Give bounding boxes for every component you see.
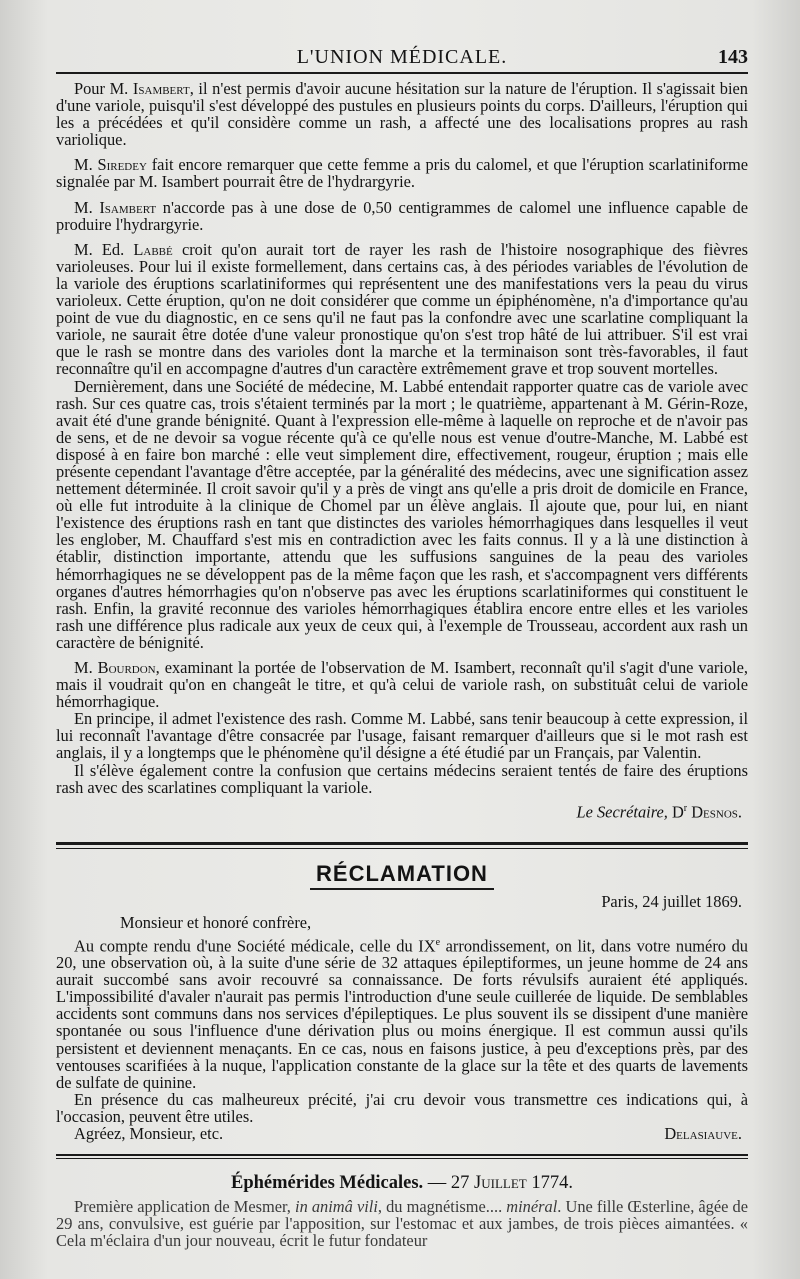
reclamation-heading	[56, 861, 748, 887]
ephemerides-text	[56, 1198, 748, 1249]
section-divider	[56, 842, 748, 849]
ephemerides-month: Juillet	[474, 1173, 527, 1194]
letter-signer: Delasiauve.	[664, 1124, 742, 1143]
secretary-signature	[56, 800, 742, 821]
speaker-name: Siredey	[97, 155, 147, 175]
paragraph-bourdon-principle: En principe, il admet l'existence des rash. Comme M. Labbé, sans tenir beaucoup à cette expression, il lui reconnaît l'avantage d'être consacrée par l'usage, faisant remarquer d'ailleurs que si le mot rash est anglais, il y a longtemps que le phénomène qu'il désigne a été étudié par un Français, par Valentin.	[56, 709, 748, 763]
letter-salutation: Monsieur et honoré confrère,	[120, 913, 312, 933]
signature-name: Desnos.	[687, 802, 742, 822]
paragraph-labbe-continued: Dernièrement, dans une Société de médecine, M. Labbé entendait rapporter quatre cas de variole avec rash. Sur ces quatre cas, trois s'étaient terminés par la mort ; le quatrième, appartenant à M. Gérin-Roze, avait été d'une grande bénignité. Quant à l'expression elle-même à laquelle on reproche et de n'avoir pas de sens, et de ne devoir sa vogue récente qu'à ce qu'elle nous est venue d'outre-Manche, M. Labbé est disposé à en faire bon marché : elle veut simplement dire, effectivement, rougeur, éruption ; mais elle présente cependant l'avantage d'être acceptée, par la généralité des médecins, avec une signification assez nettement déterminée. Il croit savoir qu'il y a près de vingt ans qu'elle a pris droit de domicile en France, où elle fut introduite à la clinique de Chomel par un élève anglais. Il ajoute que, pour lui, en niant l'existence des éruptions rash en tant que distinctes des varioles hémorrhagiques dans lesquelles il veut les englober, M. Chauffard s'est mis en contradiction avec les faits connus. Il y a là une distinction à établir, distinction importante, attendu que les suffusions sanguines de la peau des varioles hémorrhagiques ne se développent pas de la même façon que les rash, et s'accompagnent vers différents organes d'autres hémorrhagies qu'on n'observe pas avec les éruptions scarlatiniformes qui constituent le rash. Enfin, la gravité reconnue des varioles hémorrhagiques établira encore entre elles et les varioles rash une différence plus radicale aux yeux de ceux qui, à l'exemple de Trousseau, accordent aux rash un caractère de bénignité.	[56, 376, 748, 652]
text-run: M.	[74, 658, 98, 677]
ephemerides-heading	[56, 1173, 748, 1194]
text-run: Première application de Mesmer,	[74, 1197, 296, 1217]
letter-dateline: Paris, 24 juillet 1869.	[601, 892, 742, 912]
speaker-name: Labbé	[133, 239, 173, 259]
paragraph-isambert	[56, 80, 748, 148]
text-run: n'accorde pas à une dose de 0,50 centigrammes de calomel une influence capable de produire l'hydrargyrie.	[56, 197, 748, 234]
text-run: , du magnétisme....	[377, 1197, 507, 1217]
text-run: fait encore remarquer que cette femme a pris du calomel, et que l'éruption scarlatiniforme signalée par M. Isambert pourrait être de l'hydrargyrie.	[56, 155, 748, 192]
superscript: e	[435, 936, 441, 948]
signature-title-sup: r	[683, 802, 688, 814]
text-run: croit qu'on aurait tort de rayer les rash de l'histoire nosographique des fièvres varioleuses. Pour lui il existe formellement, dans certains cas, à des périodes variables de l'évolution de la variole des éruptions scarlatiniformes qui représentent une des manifestations vers la peau du virus varioleux. Cette éruption, qu'on ne doit considérer que comme un épiphénomène, n'a d'importance qu'au point de vue du diagnostic, en ce sens qu'il ne faut pas la confondre avec une scarlatine compliquant la variole, ne saurait être dotée d'une valeur pronostique qu'on s'est trop hâté de lui attribuer. S'il est vrai que le rash se montre dans des varioles dont la marche et la terminaison sont très-favorables, il faut reconnaître qu'il en accompagne d'autres d'un caractère extrêmement grave et trop souvent mortelles.	[56, 239, 748, 379]
letter-signoff	[74, 1125, 742, 1142]
paragraph-labbe	[56, 241, 748, 378]
page-number: 143	[718, 46, 748, 68]
letter-closing: Agréez, Monsieur, etc.	[74, 1124, 224, 1143]
speaker-name: Bourdon	[97, 658, 156, 677]
text-run: Au compte rendu d'une Société médicale, celle du IX	[74, 935, 436, 955]
text-run: M.	[74, 155, 98, 175]
paragraph-isambert-reply	[56, 199, 748, 233]
ephemerides-date-prefix: — 27	[423, 1173, 475, 1194]
letter-paragraph: En présence du cas malheureux précité, j'ai cru devoir vous transmettre ces indications qui, à l'occasion, peuvent être utiles.	[56, 1089, 748, 1126]
paragraph-bourdon	[56, 659, 748, 710]
text-run: M.	[74, 197, 100, 217]
italic-word: minéral	[506, 1197, 558, 1217]
letter-paragraph	[56, 934, 748, 1091]
text-run: . Une fille Œsterline, âgée de 29 ans, convulsive, est guérie par l'apposition, sur l'estomac et aux jambes, de trois pièces aimantées. « Cela m'éclaira d'un jour nouveau, écrit le futur fondateur	[56, 1197, 748, 1251]
ephemerides-paragraph	[56, 1198, 748, 1249]
meeting-minutes	[56, 80, 748, 820]
reclamation-title: RÉCLAMATION	[310, 861, 494, 890]
signature-role: Le Secrétaire,	[576, 802, 668, 822]
ephemerides-title: Éphémérides Médicales.	[231, 1173, 424, 1194]
text-run: arrondissement, on lit, dans votre numéro du 20, une observation où, à la suite d'une série de 32 attaques épileptiformes, un jeune homme de 24 ans aurait succombé sans avoir recouvré sa connaissance. De forts révulsifs auraient été appliqués. L'impossibilité d'avaler n'aurait pas permis l'introduction d'une seule cuillerée de liquide. De semblables accidents sont communs dans nos services d'épileptiques. Le plus souvent ils se dissipent d'une manière spontanée ou sous l'influence d'une dérivation plus ou moins énergique. Il est commun aussi qu'ils persistent et deviennent menaçants. En ce cas, nous en faisons justice, à peu d'exceptions près, par des ventouses scarifiées à la nuque, l'application constante de la glace sur la tête et des quarts de lavements de sulfate de quinine.	[56, 935, 748, 1092]
reclamation-letter	[56, 893, 748, 1142]
paragraph-siredey	[56, 156, 748, 190]
text-run: Pour M.	[74, 79, 133, 98]
text-run: , il n'est permis d'avoir aucune hésitation sur la nature de l'éruption. Il s'agissait bien d'une variole, puisqu'il s'est développé des pustules en plusieurs points du corps. D'ailleurs, l'éruption qui les a précédées et qu'il considère comme un rash, a affecté une des localisations propres au rash variolique.	[56, 79, 748, 150]
ephemerides-year: 1774.	[526, 1173, 573, 1194]
text-run: M. Ed.	[74, 239, 134, 259]
section-divider	[56, 1154, 748, 1159]
speaker-name: Isambert	[99, 197, 157, 217]
speaker-name: Isambert	[132, 79, 190, 98]
latin-phrase: in animâ vili	[295, 1197, 378, 1217]
page-header	[56, 28, 748, 74]
text-run: , examinant la portée de l'observation de M. Isambert, reconnaît qu'il s'agit d'une variole, mais il voudrait qu'on en changeât le titre, et qu'à celui de variole rash, on substituât celui de variole hémorrhagique.	[56, 658, 748, 712]
signature-title: D	[667, 802, 684, 822]
paragraph-bourdon-confusion: Il s'élève également contre la confusion que certains médecins seraient tentés de faire des éruptions rash avec des scarlatines compliquant la variole.	[56, 760, 748, 797]
running-title: L'UNION MÉDICALE.	[296, 46, 508, 68]
